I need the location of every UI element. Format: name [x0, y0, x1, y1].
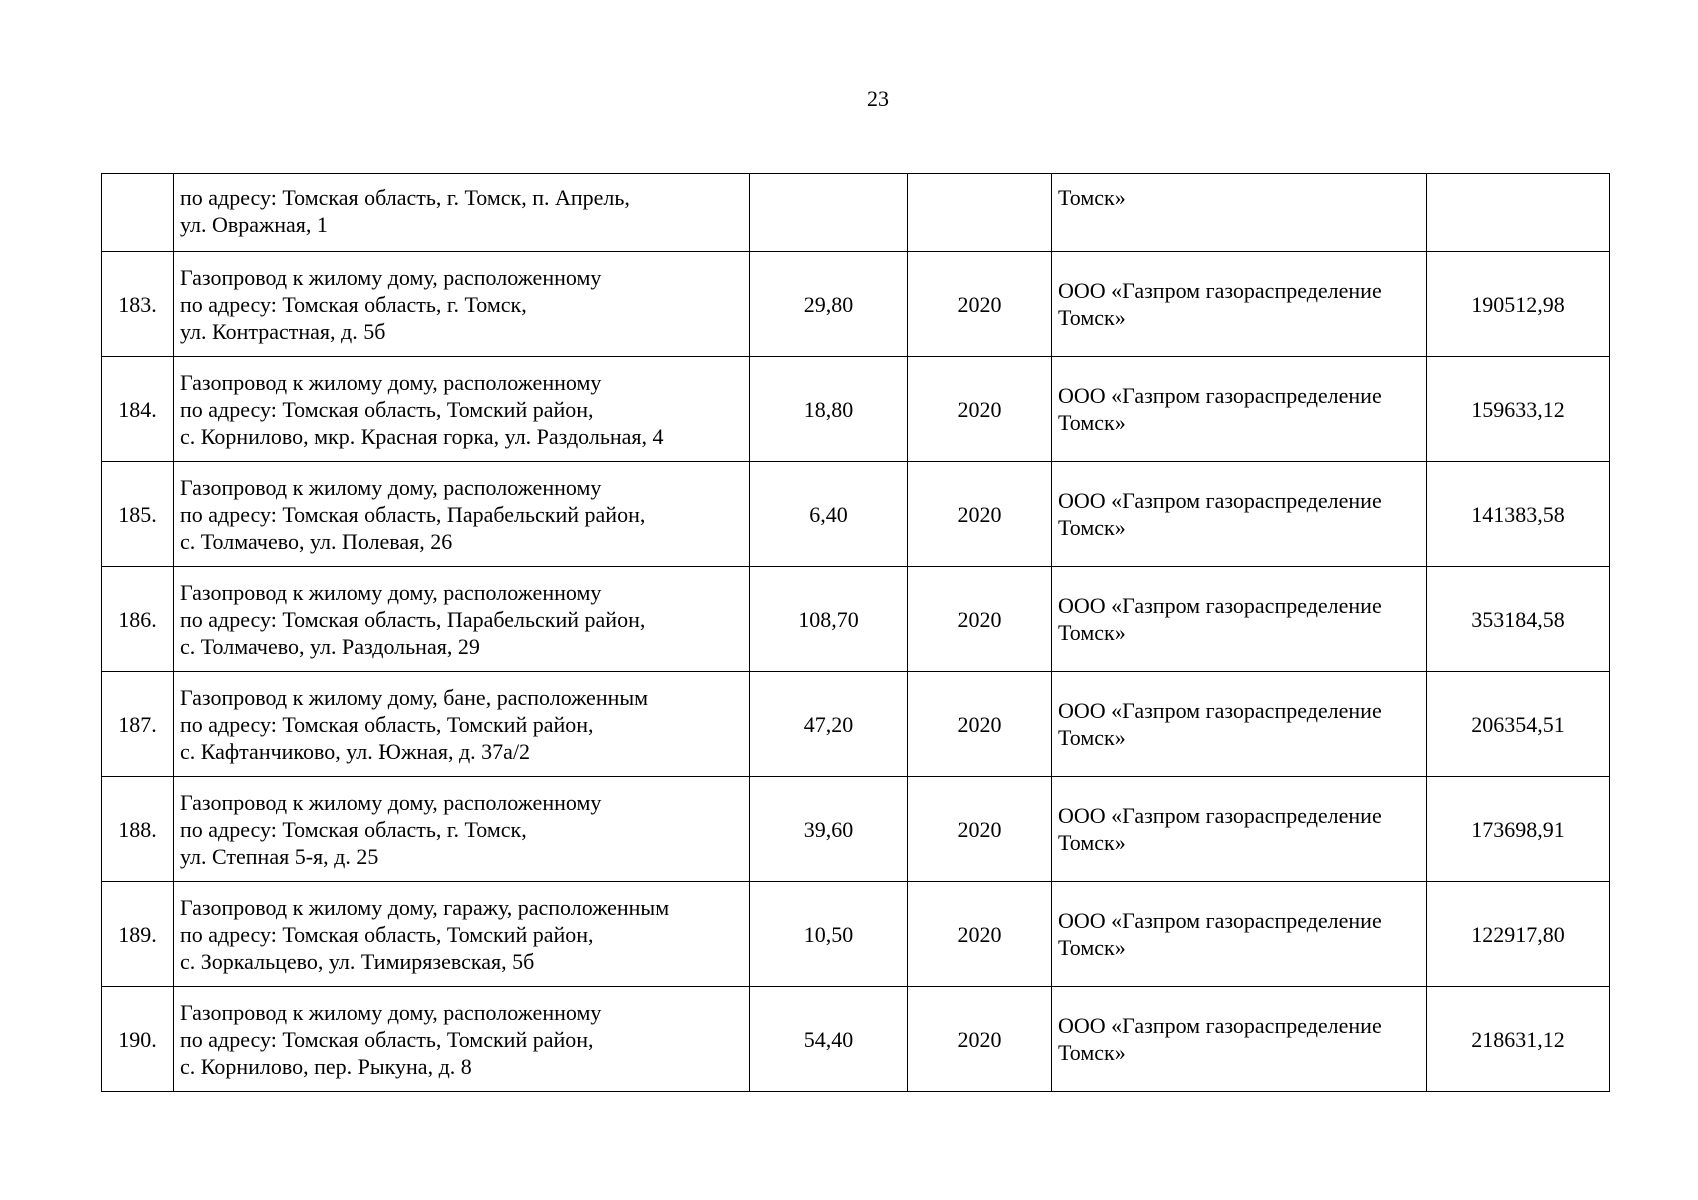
table-row — [102, 357, 1610, 462]
cost-value: 218631,12 — [1427, 987, 1610, 1092]
owner-organization: ООО «Газпром газораспределение Томск» — [1052, 357, 1427, 462]
object-description: Газопровод к жилому дому, расположенному по адресу: Томская область, Парабельский район, с. Толмачево, ул. Полевая, 26 — [174, 462, 750, 567]
cost-value: 353184,58 — [1427, 567, 1610, 672]
pipeline-length: 6,40 — [750, 462, 908, 567]
cost-value: 141383,58 — [1427, 462, 1610, 567]
cost-value — [1427, 174, 1610, 252]
row-number: 183. — [102, 252, 174, 357]
pipeline-length: 54,40 — [750, 987, 908, 1092]
cost-value: 190512,98 — [1427, 252, 1610, 357]
row-number: 185. — [102, 462, 174, 567]
owner-organization: Томск» — [1052, 174, 1427, 252]
owner-organization: ООО «Газпром газораспределение Томск» — [1052, 882, 1427, 987]
row-number: 184. — [102, 357, 174, 462]
pipeline-length: 108,70 — [750, 567, 908, 672]
commission-year: 2020 — [908, 777, 1052, 882]
pipeline-length: 47,20 — [750, 672, 908, 777]
owner-organization: ООО «Газпром газораспределение Томск» — [1052, 777, 1427, 882]
row-number: 190. — [102, 987, 174, 1092]
object-description: Газопровод к жилому дому, бане, расположенным по адресу: Томская область, Томский район, с. Кафтанчиково, ул. Южная, д. 37а/2 — [174, 672, 750, 777]
cost-value: 206354,51 — [1427, 672, 1610, 777]
row-number: 186. — [102, 567, 174, 672]
table-row — [102, 462, 1610, 567]
cost-value: 159633,12 — [1427, 357, 1610, 462]
owner-organization: ООО «Газпром газораспределение Томск» — [1052, 567, 1427, 672]
pipeline-length: 18,80 — [750, 357, 908, 462]
object-description: Газопровод к жилому дому, расположенному по адресу: Томская область, Томский район, с. Корнилово, мкр. Красная горка, ул. Раздольная, 4 — [174, 357, 750, 462]
commission-year — [908, 174, 1052, 252]
table-row — [102, 567, 1610, 672]
pipeline-length: 29,80 — [750, 252, 908, 357]
row-number — [102, 174, 174, 252]
owner-organization: ООО «Газпром газораспределение Томск» — [1052, 987, 1427, 1092]
owner-organization: ООО «Газпром газораспределение Томск» — [1052, 672, 1427, 777]
commission-year: 2020 — [908, 357, 1052, 462]
table-row — [102, 777, 1610, 882]
object-description: по адресу: Томская область, г. Томск, п. Апрель, ул. Овражная, 1 — [174, 174, 750, 252]
table-row — [102, 672, 1610, 777]
object-description: Газопровод к жилому дому, расположенному по адресу: Томская область, Томский район, с. Корнилово, пер. Рыкуна, д. 8 — [174, 987, 750, 1092]
object-description: Газопровод к жилому дому, расположенному по адресу: Томская область, Парабельский район, с. Толмачево, ул. Раздольная, 29 — [174, 567, 750, 672]
commission-year: 2020 — [908, 672, 1052, 777]
commission-year: 2020 — [908, 882, 1052, 987]
row-number: 187. — [102, 672, 174, 777]
row-number: 188. — [102, 777, 174, 882]
cost-value: 173698,91 — [1427, 777, 1610, 882]
object-description: Газопровод к жилому дому, гаражу, расположенным по адресу: Томская область, Томский район, с. Зоркальцево, ул. Тимирязевская, 5б — [174, 882, 750, 987]
pipeline-length: 10,50 — [750, 882, 908, 987]
pipeline-length — [750, 174, 908, 252]
commission-year: 2020 — [908, 987, 1052, 1092]
row-number: 189. — [102, 882, 174, 987]
commission-year: 2020 — [908, 252, 1052, 357]
table-row — [102, 882, 1610, 987]
gas-pipeline-table — [101, 173, 1610, 1092]
table-row — [102, 174, 1610, 252]
commission-year: 2020 — [908, 567, 1052, 672]
owner-organization: ООО «Газпром газораспределение Томск» — [1052, 252, 1427, 357]
commission-year: 2020 — [908, 462, 1052, 567]
pipeline-length: 39,60 — [750, 777, 908, 882]
table-row — [102, 987, 1610, 1092]
object-description: Газопровод к жилому дому, расположенному по адресу: Томская область, г. Томск, ул. Контрастная, д. 5б — [174, 252, 750, 357]
cost-value: 122917,80 — [1427, 882, 1610, 987]
table-row — [102, 252, 1610, 357]
page-number: 23 — [867, 86, 889, 111]
object-description: Газопровод к жилому дому, расположенному по адресу: Томская область, г. Томск, ул. Степная 5-я, д. 25 — [174, 777, 750, 882]
owner-organization: ООО «Газпром газораспределение Томск» — [1052, 462, 1427, 567]
